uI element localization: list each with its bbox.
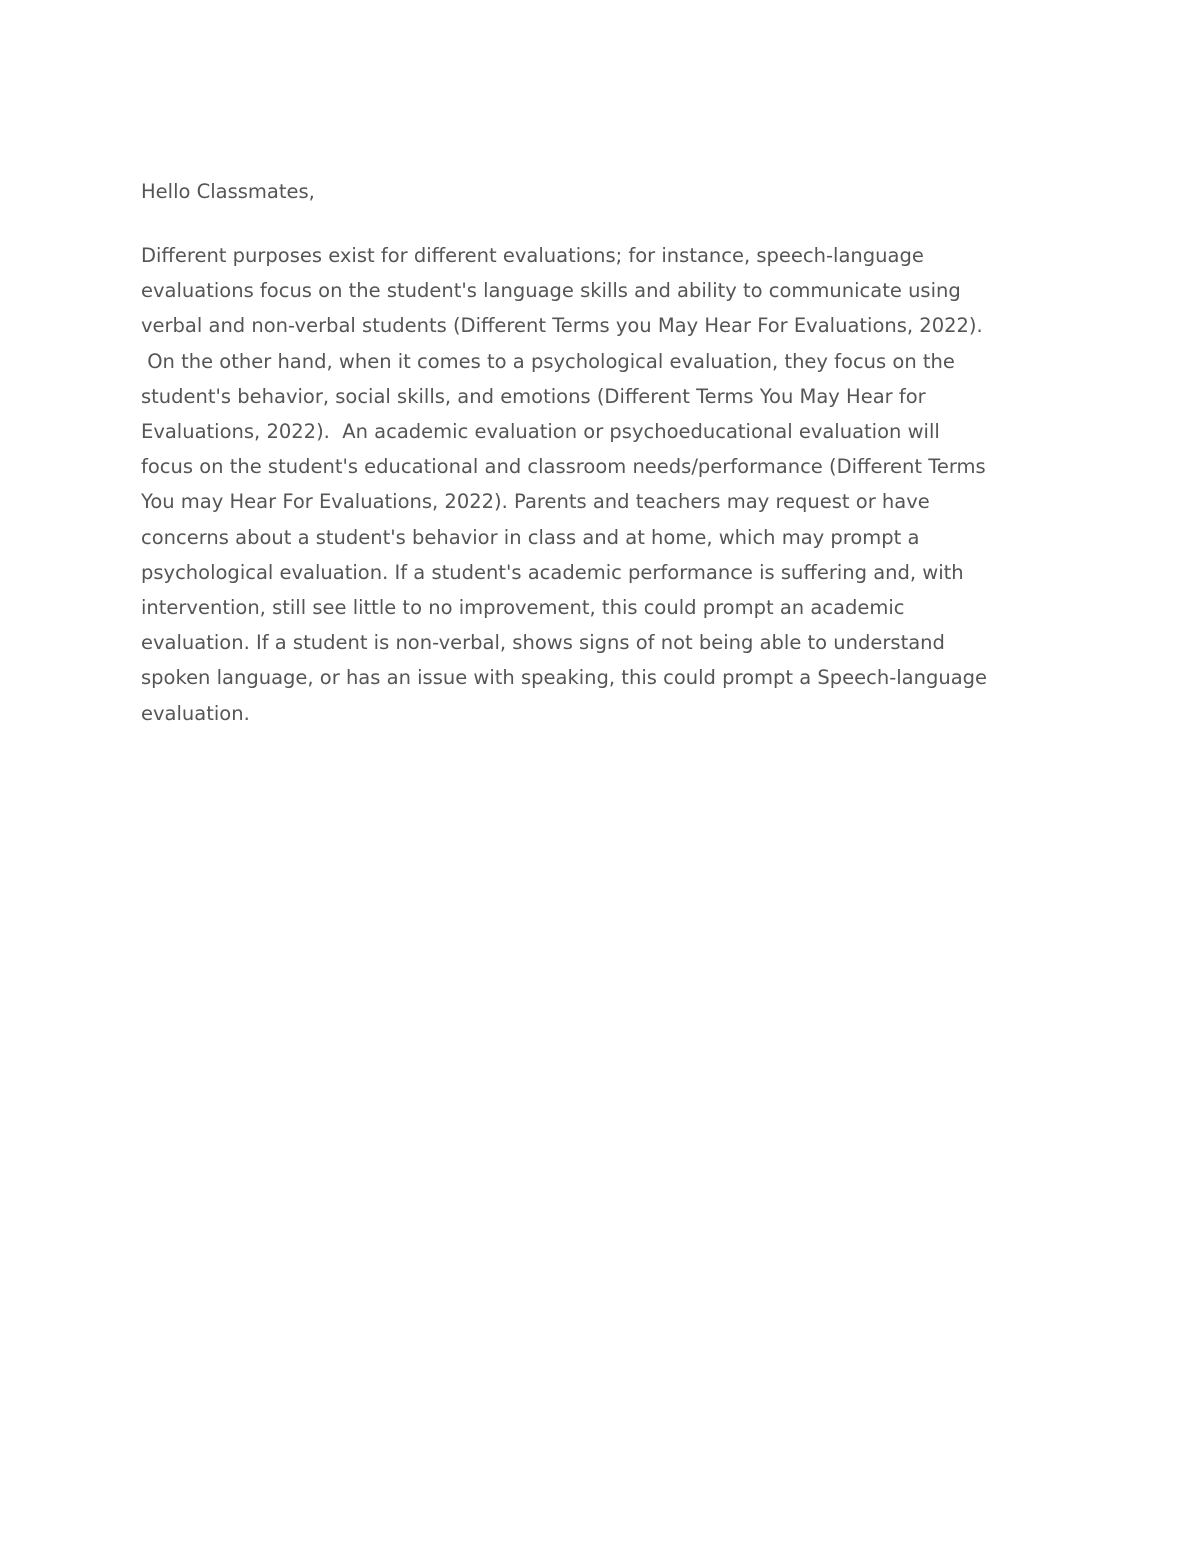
paragraph-line: Evaluations, 2022). An academic evaluation or psychoeducational evaluation will [141, 420, 940, 444]
paragraph-line: focus on the student's educational and classroom needs/performance (Different Terms [141, 455, 986, 479]
paragraph-line: student's behavior, social skills, and emotions (Different Terms You May Hear for [141, 384, 926, 408]
paragraph-line: psychological evaluation. If a student's academic performance is suffering and, with [141, 560, 964, 584]
paragraph-line: spoken language, or has an issue with speaking, this could prompt a Speech-language [141, 666, 988, 690]
paragraph-line: Different purposes exist for different evaluations; for instance, speech-language [141, 244, 924, 267]
paragraph-line: intervention, still see little to no improvement, this could prompt an academic [141, 596, 905, 620]
paragraph-line: evaluation. [141, 701, 250, 725]
paragraph-line: You may Hear For Evaluations, 2022). Parents and teachers may request or have [141, 490, 930, 514]
paragraph-line: On the other hand, when it comes to a psychological evaluation, they focus on the [141, 349, 955, 373]
paragraph-line: evaluation. If a student is non-verbal, shows signs of not being able to understand [141, 631, 945, 655]
paragraph-line: verbal and non-verbal students (Different Terms you May Hear For Evaluations, 2022). [141, 314, 983, 338]
paragraph-line: concerns about a student's behavior in class and at home, which may prompt a [141, 525, 920, 549]
paragraph-line: evaluations focus on the student's language skills and ability to communicate using [141, 279, 961, 303]
greeting: Hello Classmates, [141, 180, 315, 203]
body-paragraph [141, 238, 987, 731]
